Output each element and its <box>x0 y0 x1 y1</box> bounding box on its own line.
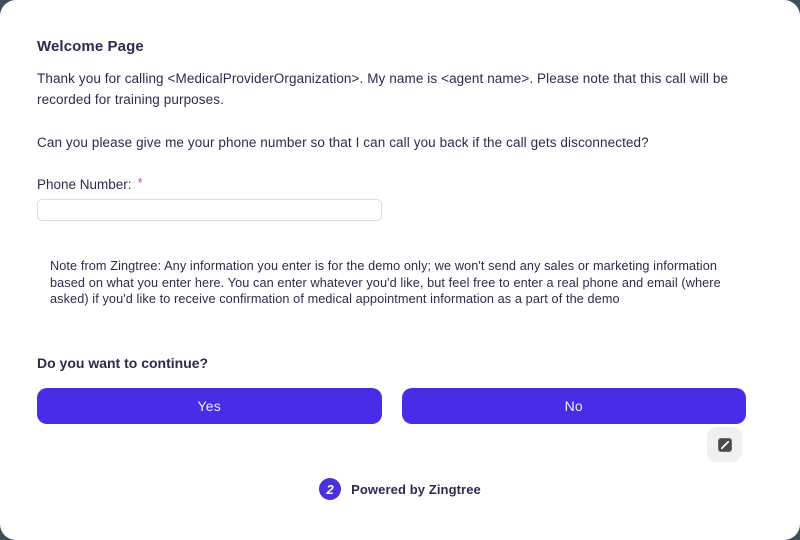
phone-question-text: Can you please give me your phone number so that I can call you back if the call gets disconnected? <box>37 135 649 150</box>
powered-by-zingtree-link[interactable] <box>0 478 800 500</box>
phone-number-input[interactable] <box>37 199 382 221</box>
no-button[interactable]: No <box>402 388 747 424</box>
phone-field-label: Phone Number: <box>37 177 132 192</box>
zingtree-logo-icon: 2 <box>319 478 341 500</box>
page-title: Welcome Page <box>37 38 144 55</box>
yes-button[interactable]: Yes <box>37 388 382 424</box>
answer-button-row <box>37 388 746 424</box>
required-asterisk: * <box>137 175 143 190</box>
intro-text: Thank you for calling <MedicalProviderOrganization>. My name is <agent name>. Please note that this call will be recorded for training purposes. <box>37 71 729 107</box>
powered-by-text: Powered by Zingtree <box>351 481 481 497</box>
continue-question: Do you want to continue? <box>37 354 209 371</box>
demo-note-text: Note from Zingtree: Any information you enter is for the demo only; we won't send any sales or marketing information based on what you enter here. You can enter whatever you'd like, but feel free to enter a real phone and email (where asked) if you'd like to receive confirmation of medical appointment information as a part of the demo <box>50 259 721 306</box>
edit-corner-button[interactable] <box>707 427 742 462</box>
phone-field-label-row <box>37 175 746 192</box>
edit-icon <box>718 438 732 452</box>
